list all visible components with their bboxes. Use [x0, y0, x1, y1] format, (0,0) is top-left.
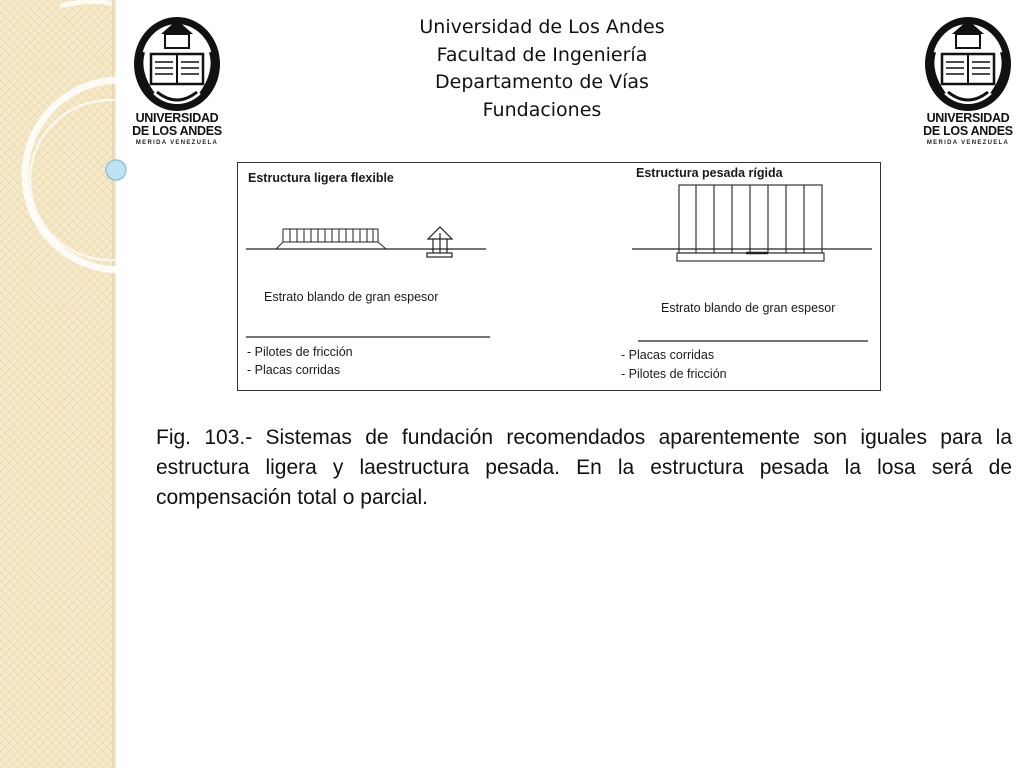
- logo-name-line1: UNIVERSIDAD: [926, 111, 1010, 125]
- logo-name-line2: DE LOS ANDES: [132, 124, 222, 138]
- left-panel-option-1: - Pilotes de fricción: [247, 345, 353, 359]
- right-panel-option-2: - Pilotes de fricción: [621, 367, 727, 381]
- university-logo-left: [131, 12, 223, 148]
- foundation-figure: [237, 162, 881, 391]
- right-panel-stratum: Estrato blando de gran espesor: [661, 301, 836, 315]
- university-seal-icon: [131, 12, 223, 112]
- decorative-circles: [0, 0, 140, 768]
- left-panel-option-2: - Placas corridas: [247, 363, 341, 377]
- left-panel-title: Estructura ligera flexible: [248, 171, 394, 185]
- logo-location: MERIDA VENEZUELA: [926, 140, 1010, 146]
- light-structure: [276, 229, 386, 249]
- right-panel-option-1: - Placas corridas: [621, 348, 715, 362]
- header-department: Departamento de Vías: [435, 71, 649, 93]
- slide-header: [372, 14, 712, 124]
- university-logo-right: [922, 12, 1014, 148]
- decorative-dot: [106, 160, 126, 180]
- logo-location: MERIDA VENEZUELA: [135, 140, 219, 146]
- foundation-drawing: [238, 163, 880, 390]
- header-university: Universidad de Los Andes: [419, 16, 665, 38]
- header-course: Fundaciones: [482, 98, 602, 121]
- logo-name-line1: UNIVERSIDAD: [135, 111, 219, 125]
- left-panel-stratum: Estrato blando de gran espesor: [264, 290, 439, 304]
- house-symbol: [427, 227, 452, 257]
- university-seal-icon: [922, 12, 1014, 112]
- figure-caption: Fig. 103.- Sistemas de fundación recomendados aparentemente son iguales para la estructura ligera y laestructura pesada. En la estructura pesada la losa será de compensación total o parcial.: [156, 426, 1012, 509]
- header-faculty: Facultad de Ingeniería: [436, 43, 648, 66]
- logo-name-line2: DE LOS ANDES: [923, 124, 1013, 138]
- right-panel-title: Estructura pesada rígida: [636, 166, 783, 180]
